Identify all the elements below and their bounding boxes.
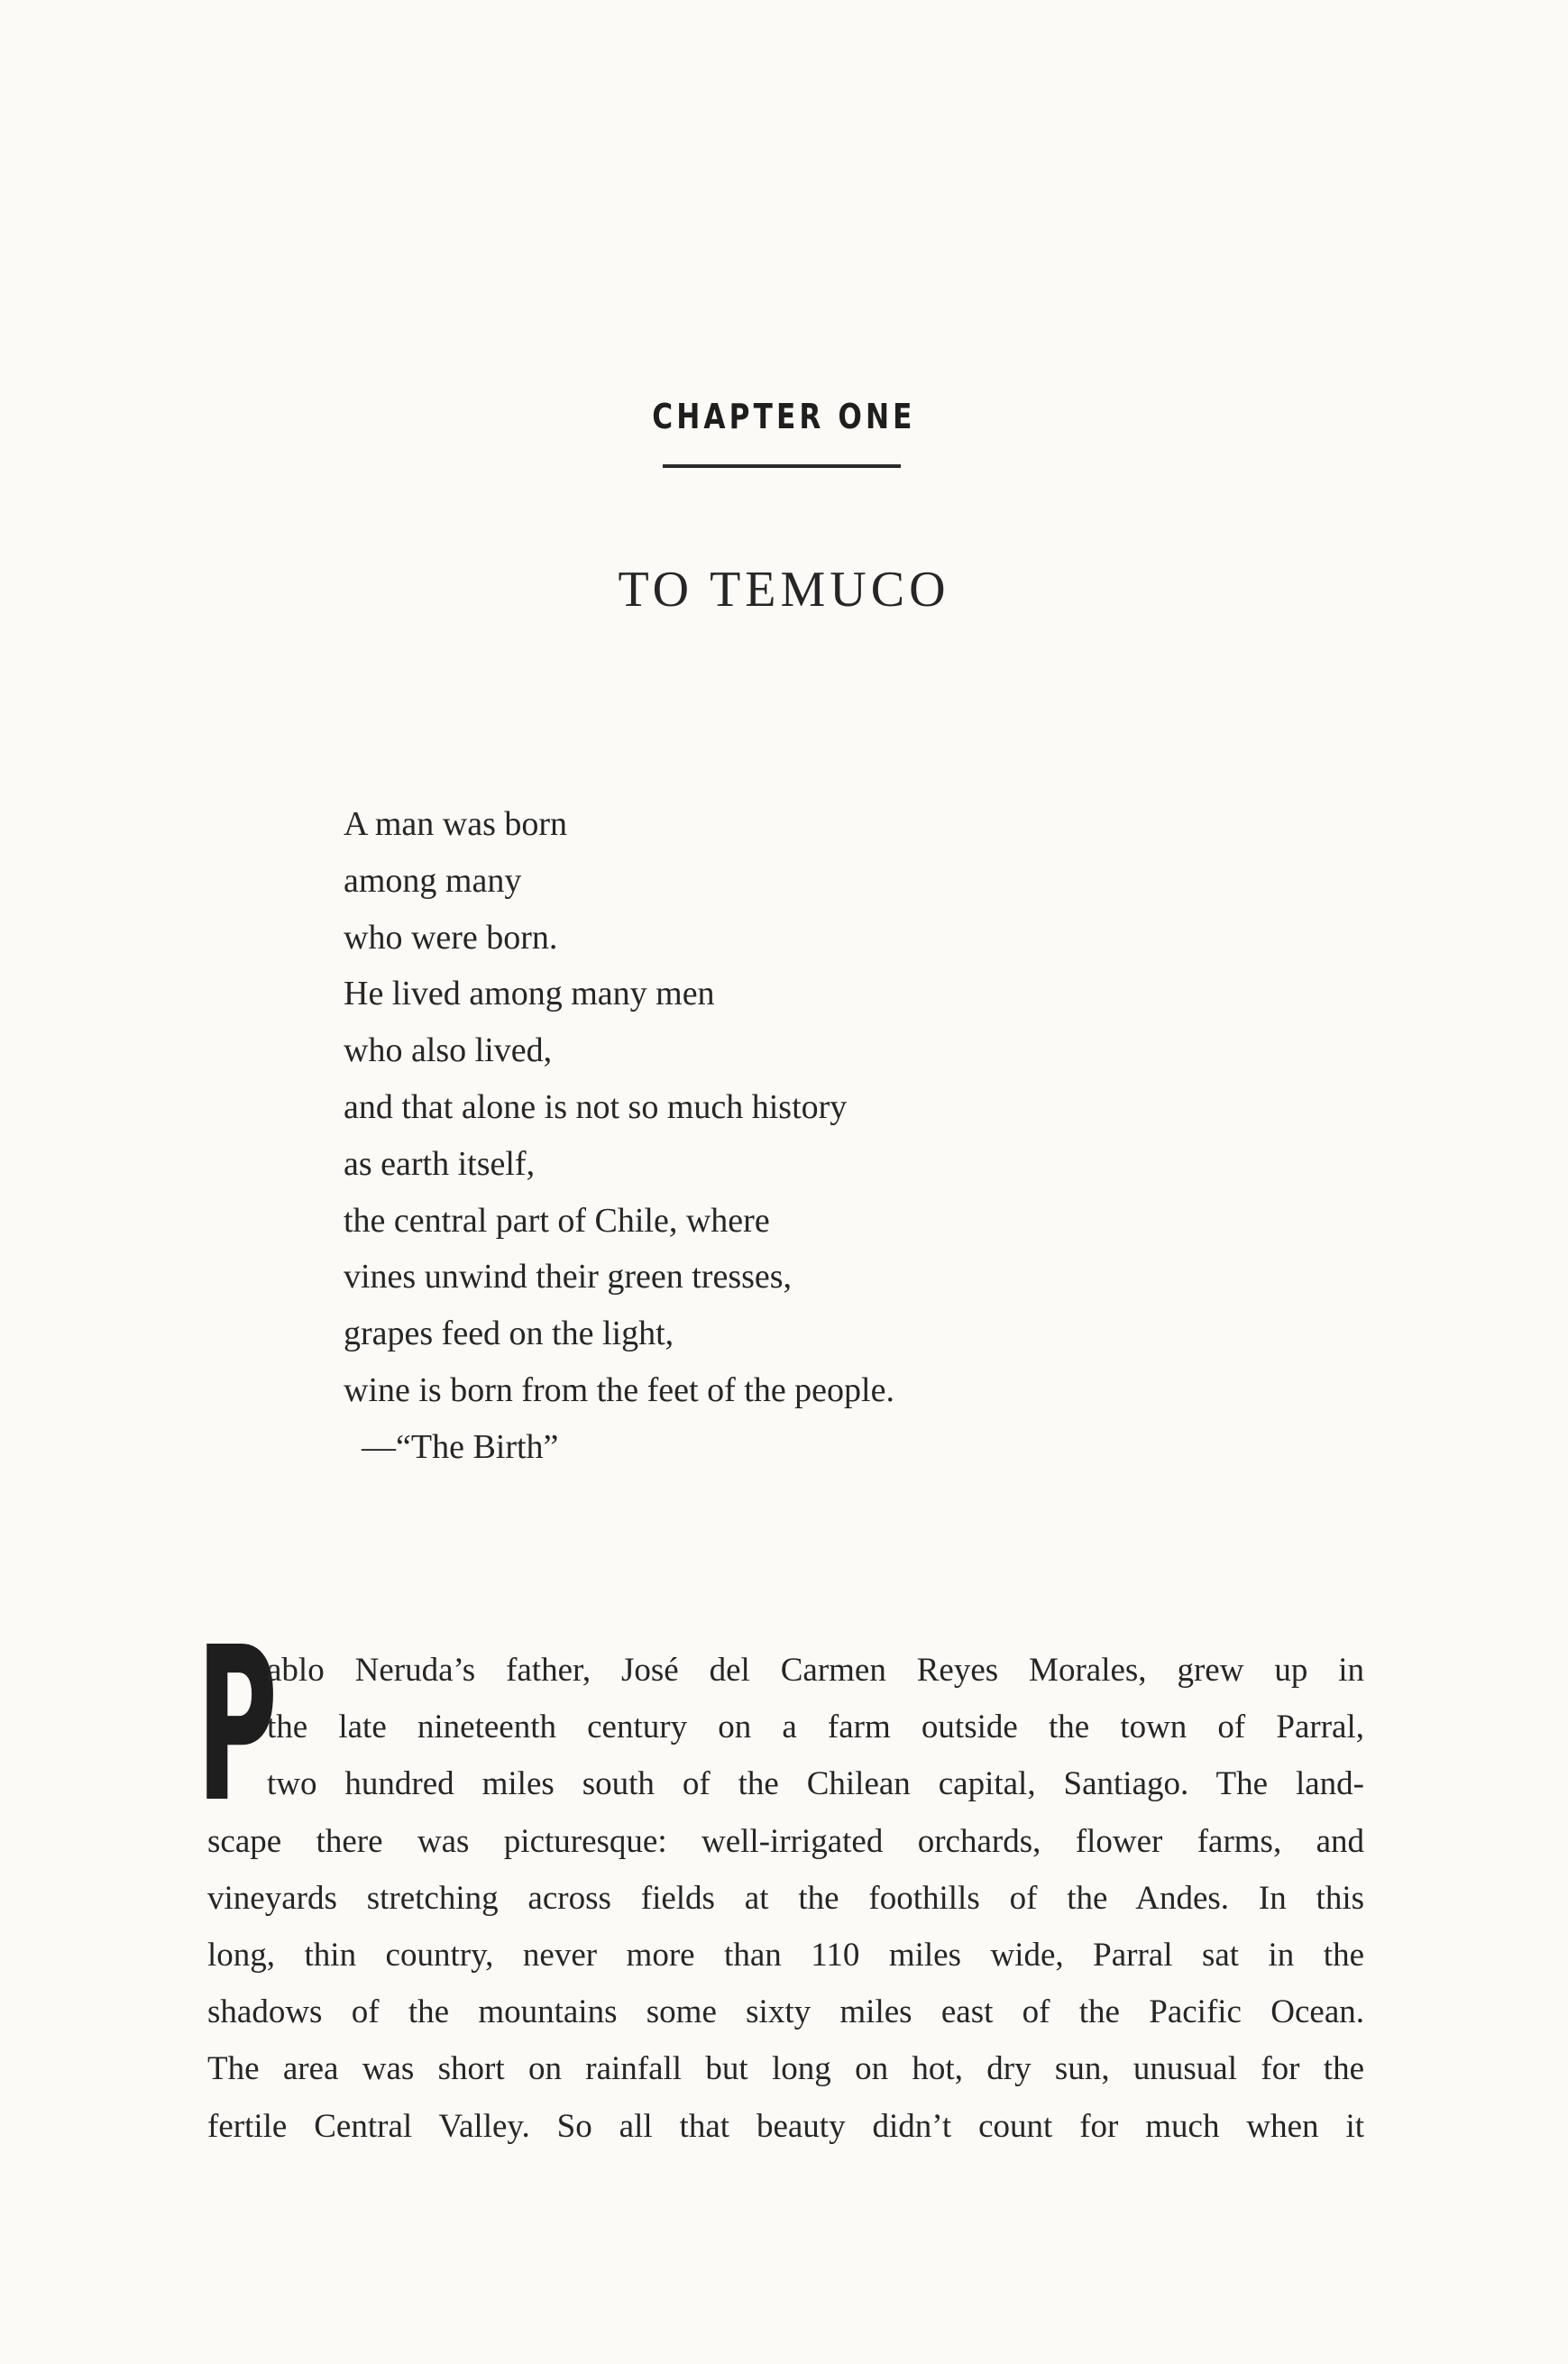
- epigraph-line: wine is born from the feet of the people.: [344, 1370, 894, 1409]
- body-line: fertile Central Valley. So all that beauty didn’t count for much when it: [207, 2107, 1364, 2145]
- body-line: vineyards stretching across fields at the foothills of the Andes. In this: [207, 1879, 1364, 1917]
- epigraph-attribution: —“The Birth”: [362, 1427, 559, 1466]
- epigraph-line: vines unwind their green tresses,: [344, 1258, 793, 1297]
- epigraph: [344, 796, 894, 1476]
- body-line: long, thin country, never more than 110 miles wide, Parral sat in the: [207, 1937, 1364, 1975]
- body-line: The area was short on rainfall but long on hot, dry sun, unusual for the: [207, 2050, 1364, 2088]
- body-line: two hundred miles south of the Chilean capital, Santiago. The land-: [267, 1765, 1364, 1803]
- body-text: [207, 1642, 1364, 2155]
- drop-cap: P: [197, 1601, 278, 1849]
- body-line: the late nineteenth century on a farm outside the town of Parral,: [267, 1709, 1364, 1746]
- chapter-rule: [663, 464, 901, 468]
- epigraph-line: the central part of Chile, where: [344, 1201, 770, 1240]
- epigraph-line: as earth itself,: [344, 1144, 536, 1183]
- epigraph-line: among many: [344, 861, 522, 900]
- epigraph-line: grapes feed on the light,: [344, 1315, 674, 1353]
- chapter-label: CHAPTER ONE: [652, 397, 916, 436]
- epigraph-line: who were born.: [344, 918, 558, 957]
- body-line: shadows of the mountains some sixty miles east of the Pacific Ocean.: [207, 1993, 1364, 2031]
- body-line: scape there was picturesque: well-irrigated orchards, flower farms, and: [207, 1822, 1364, 1860]
- epigraph-line: who also lived,: [344, 1031, 553, 1070]
- epigraph-line: A man was born: [344, 805, 568, 843]
- epigraph-line: He lived among many men: [344, 975, 715, 1013]
- body-line: ablo Neruda’s father, José del Carmen Reyes Morales, grew up in: [267, 1652, 1364, 1689]
- chapter-title: TO TEMUCO: [618, 562, 950, 618]
- epigraph-line: and that alone is not so much history: [344, 1087, 848, 1126]
